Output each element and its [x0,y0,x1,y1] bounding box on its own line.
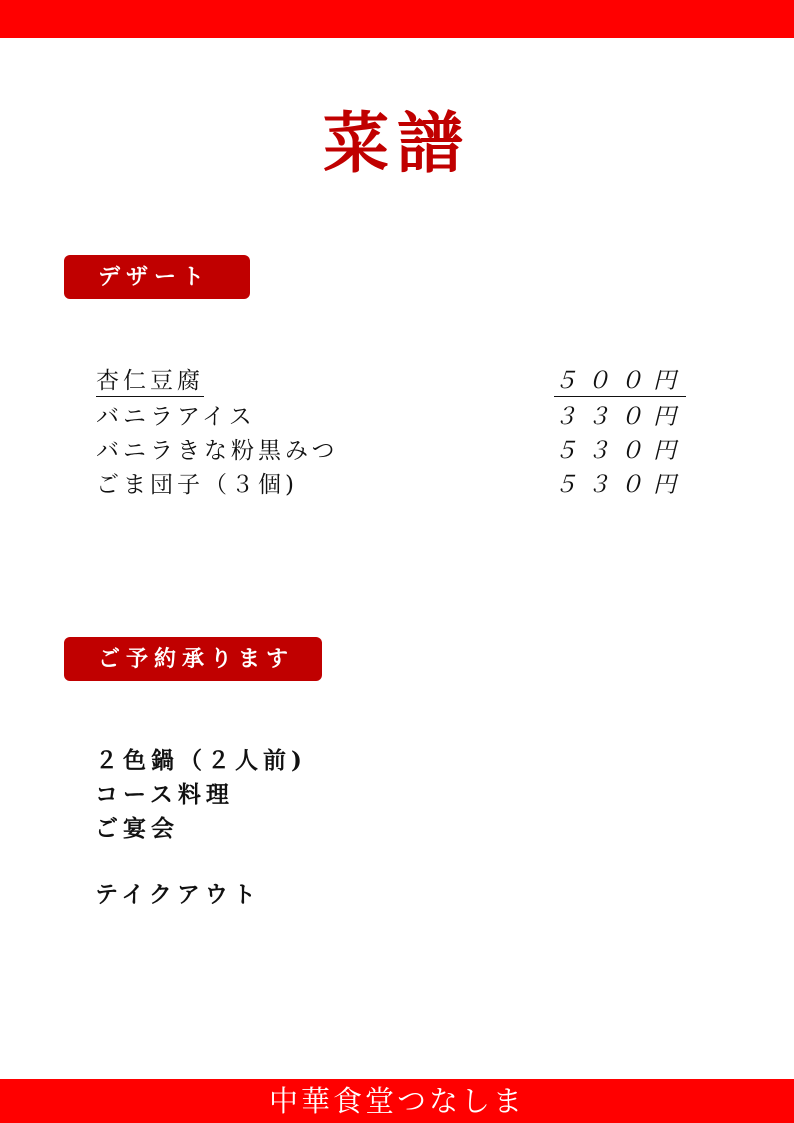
menu-item-price: ５００円 [554,366,686,397]
menu-item-price: ５３０円 [554,438,686,464]
spacer [95,846,595,878]
takeout-label: テイクアウト [95,881,261,908]
menu-item-sesame-dango [96,468,686,502]
menu-item-name: 杏仁豆腐 [96,366,204,397]
menu-item-name: バニラアイス [96,404,256,430]
menu-item-name: バニラきな粉黒みつ [96,438,339,464]
reservation-item-hotpot: ２色鍋（２人前) [95,747,307,774]
dessert-menu-list [96,366,686,502]
reservation-list [95,744,595,912]
menu-item-vanilla-kinako [96,434,686,468]
menu-item-annin-tofu [96,366,686,400]
footer-shop-name: 中華食堂つなしま [0,1079,794,1123]
page-title: 菜譜 [323,104,471,182]
menu-item-price: ５３０円 [554,472,686,498]
top-color-band [0,0,794,38]
reservation-item-banquet: ご宴会 [95,815,179,842]
dessert-section-badge: デザート [64,255,250,299]
reservation-item-course: コース料理 [95,781,234,808]
menu-item-vanilla-ice [96,400,686,434]
menu-item-price: ３３０円 [554,404,686,430]
reservation-section-badge: ご予約承ります [64,637,322,681]
menu-item-name: ごま団子（３個) [96,472,298,498]
